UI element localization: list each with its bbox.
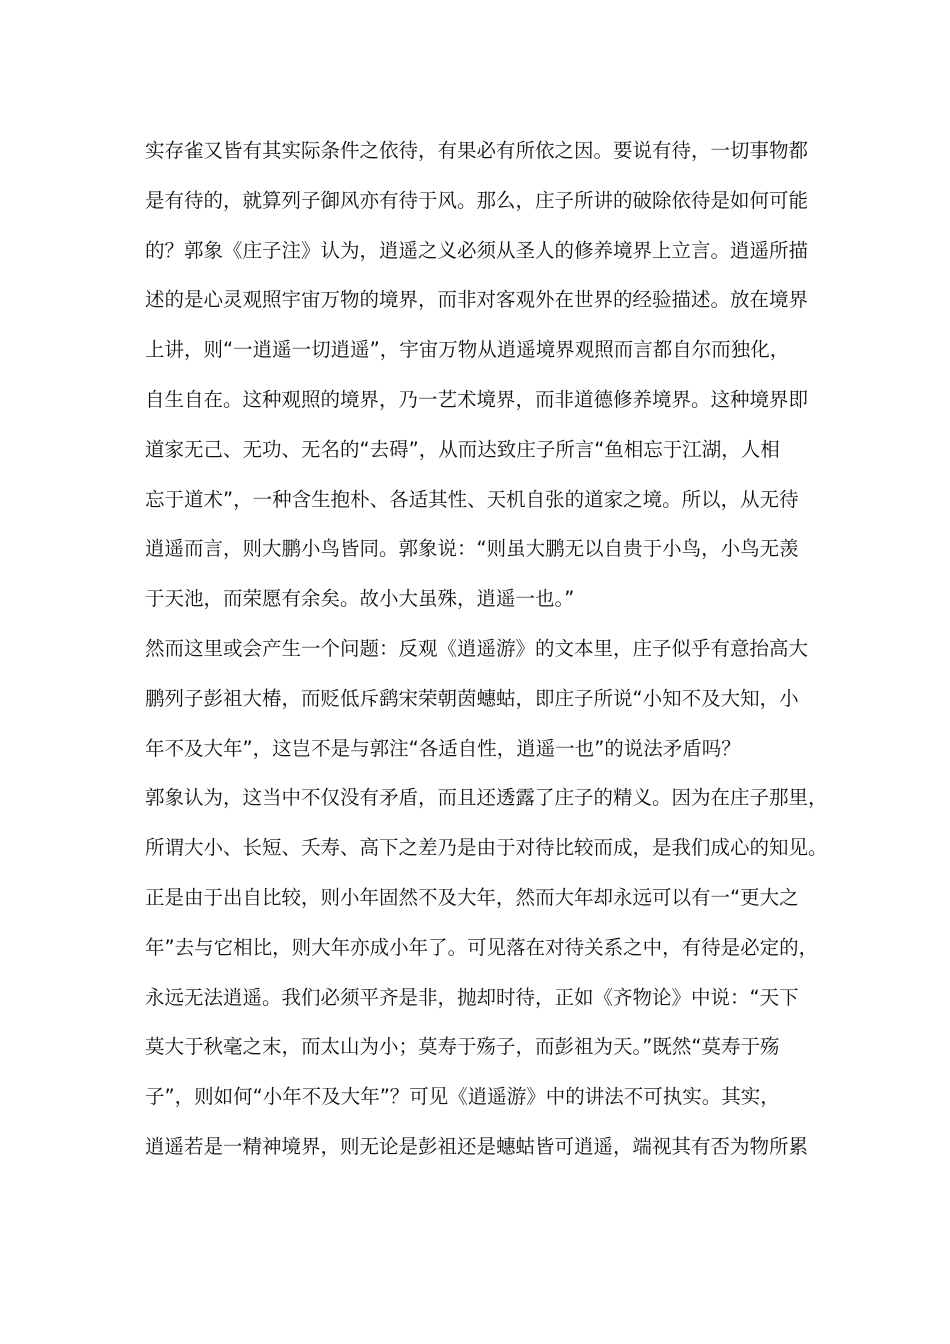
- text-line: 年不及大年”，这岂不是与郭注“各适自性，逍遥一也”的说法矛盾吗？: [145, 736, 741, 760]
- text-line: 莫大于秋毫之末，而太山为小；莫寿于殇子，而彭祖为天。”既然“莫寿于殇: [145, 1035, 780, 1059]
- text-line: 自生自在。这种观照的境界，乃一艺术境界，而非道德修养境界。这种境界即: [145, 387, 809, 411]
- text-line: 于天池，而荣愿有余矣。故小大虽殊，逍遥一也。”: [145, 587, 575, 611]
- text-line: 鹏列子彭祖大椿，而贬低斥鹞宋荣朝茵蟪蛄，即庄子所说“小知不及大知，小: [145, 686, 799, 710]
- text-line: 子”，则如何“小年不及大年”？可见《逍遥游》中的讲法不可执实。其实，: [145, 1085, 780, 1109]
- text-line: 年”去与它相比，则大年亦成小年了。可见落在对待关系之中，有待是必定的，: [145, 935, 819, 959]
- text-line: 郭象认为，这当中不仅没有矛盾，而且还透露了庄子的精义。因为在庄子那里，: [145, 786, 828, 810]
- body-text: [145, 126, 828, 1172]
- text-line: 永远无法逍遥。我们必须平齐是非，抛却时待，正如《齐物论》中说：“天下: [145, 985, 799, 1009]
- text-line: 逍遥若是一精神境界，则无论是彭祖还是蟪蛄皆可逍遥，端视其有否为物所累: [145, 1134, 809, 1158]
- text-line: 忘于道术”，一种含生抱朴、各适其性、天机自张的道家之境。所以，从无待: [145, 487, 799, 511]
- text-line: 道家无己、无功、无名的“去碍”，从而达致庄子所言“鱼相忘于江湖，人相: [145, 437, 780, 461]
- text-line: 述的是心灵观照宇宙万物的境界，而非对客观外在世界的经验描述。放在境界: [145, 288, 809, 312]
- text-line: 的？郭象《庄子注》认为，逍遥之义必须从圣人的修养境界上立言。逍遥所描: [145, 238, 809, 262]
- text-line: 正是由于出自比较，则小年固然不及大年，然而大年却永远可以有一“更大之: [145, 885, 799, 909]
- text-line: 上讲，则“一逍遥一切逍遥”，宇宙万物从逍遥境界观照而言都自尔而独化，: [145, 338, 790, 362]
- text-line: 是有待的，就算列子御风亦有待于风。那么，庄子所讲的破除依待是如何可能: [145, 188, 809, 212]
- text-line: 所谓大小、长短、夭寿、高下之差乃是由于对待比较而成，是我们成心的知见。: [145, 836, 828, 860]
- text-line: 实存雀又皆有其实际条件之依待，有果必有所依之因。要说有待，一切事物都: [145, 139, 809, 162]
- text-line: 然而这里或会产生一个问题：反观《逍遥游》的文本里，庄子似乎有意抬高大: [145, 636, 809, 660]
- text-line: 逍遥而言，则大鹏小鸟皆同。郭象说：“则虽大鹏无以自贵于小鸟，小鸟无羡: [145, 537, 799, 561]
